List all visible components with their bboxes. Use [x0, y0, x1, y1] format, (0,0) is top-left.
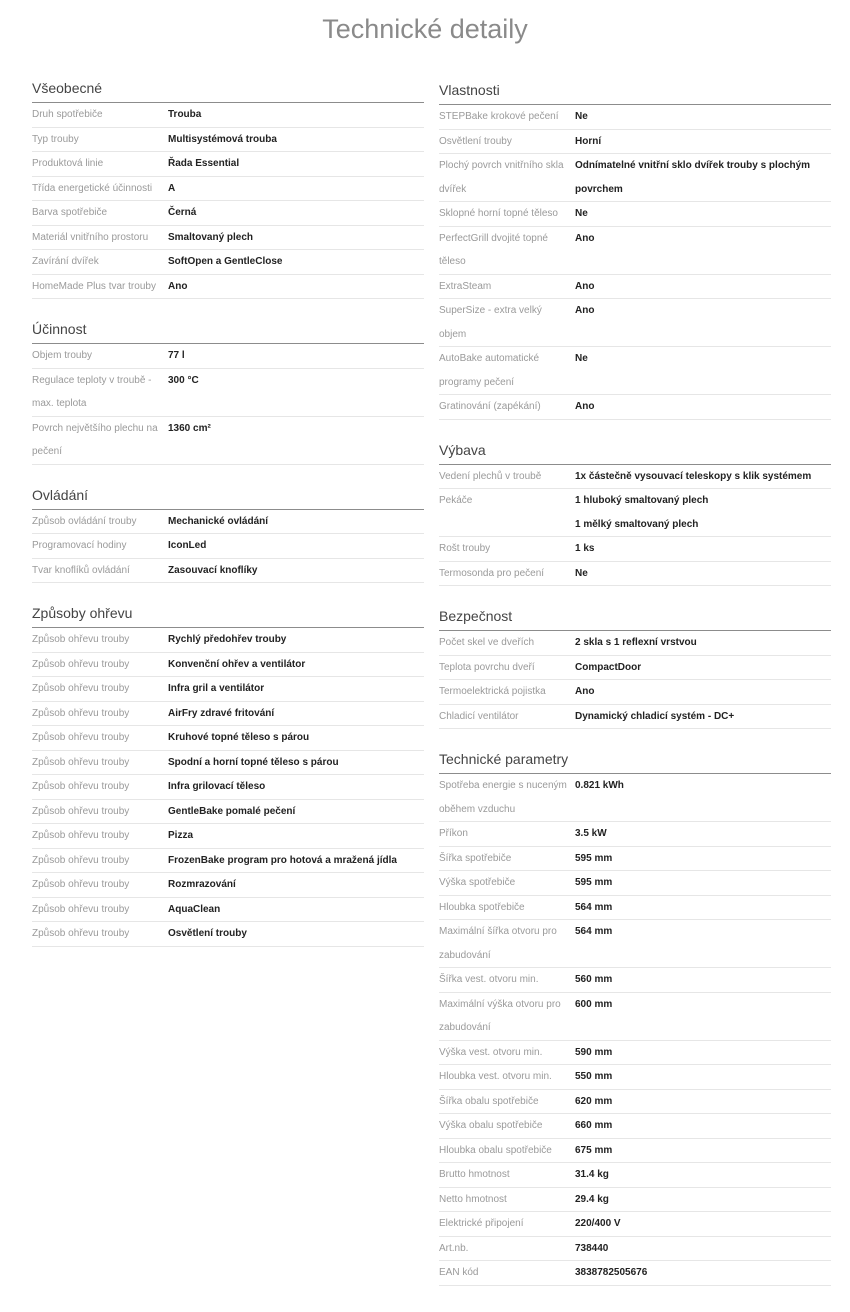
spec-label: AutoBake automatické programy pečení	[439, 353, 540, 388]
spec-value-line: 550 mm	[575, 1071, 613, 1082]
spec-value-line: Ano	[575, 305, 595, 316]
spec-value-line: 3838782505676	[575, 1267, 648, 1278]
spec-row	[439, 1188, 831, 1213]
spec-value	[575, 1261, 831, 1285]
spec-row	[439, 1237, 831, 1262]
spec-value-line: Mechanické ovládání	[168, 515, 269, 527]
spec-row	[439, 299, 831, 347]
spec-row	[439, 705, 831, 730]
spec-row	[32, 177, 424, 202]
spec-value	[168, 653, 424, 677]
spec-value	[575, 1163, 831, 1187]
spec-label: Brutto hmotnost	[439, 1169, 510, 1180]
spec-value	[575, 993, 831, 1040]
spec-label: Gratinování (zapékání)	[439, 401, 541, 412]
spec-value	[168, 177, 424, 201]
spec-value	[575, 1090, 831, 1114]
spec-value-line: Ne	[575, 208, 588, 219]
spec-label: Produktová linie	[32, 158, 104, 169]
spec-value	[575, 847, 831, 871]
spec-value-line: 1x částečně vysouvací teleskopy s klik systémem	[575, 470, 812, 482]
spec-value-line: A	[168, 182, 176, 194]
spec-value-line: Černá	[168, 207, 197, 218]
spec-value-line: Multisystémová trouba	[168, 133, 277, 145]
spec-label: Materiál vnitřního prostoru	[32, 231, 149, 243]
spec-label: Objem trouby	[32, 350, 93, 361]
spec-value	[575, 1212, 831, 1236]
spec-value-line: 564 mm	[575, 901, 613, 913]
spec-value-line: Horní	[575, 135, 602, 147]
spec-label: Maximální šířka otvoru pro zabudování	[439, 926, 557, 961]
spec-label: Způsob ohřevu trouby	[32, 781, 130, 792]
spec-value-line: SoftOpen a GentleClose	[168, 256, 283, 267]
spec-row	[439, 1212, 831, 1237]
spec-row	[439, 631, 831, 656]
spec-value	[168, 849, 424, 873]
spec-value-line: Ano	[575, 280, 595, 292]
spec-value	[575, 130, 831, 154]
spec-value	[575, 822, 831, 846]
spec-label: Chladicí ventilátor	[439, 710, 519, 722]
spec-label: Pekáče	[439, 495, 473, 506]
spec-value-line: 300 °C	[168, 374, 199, 386]
section-technicke-parametry	[439, 747, 831, 1286]
section-zpusoby-ohrevu	[32, 601, 424, 947]
spec-value-line: 660 mm	[575, 1120, 613, 1131]
spec-row	[439, 130, 831, 155]
spec-value-line: 590 mm	[575, 1046, 613, 1058]
section-heading: Všeobecné	[32, 78, 424, 103]
spec-value-line: 595 mm	[575, 877, 613, 888]
spec-label: Maximální výška otvoru pro zabudování	[439, 998, 561, 1033]
spec-value-line: Ne	[575, 111, 588, 122]
spec-row	[439, 822, 831, 847]
spec-row	[32, 702, 424, 727]
spec-row	[439, 562, 831, 587]
spec-row	[439, 537, 831, 562]
spec-row	[439, 202, 831, 227]
spec-label: Třída energetické účinnosti	[32, 182, 153, 194]
right-column	[439, 78, 831, 1304]
section-heading: Ovládání	[32, 483, 424, 510]
spec-value-line: Řada Essential	[168, 158, 240, 169]
spec-label: Elektrické připojení	[439, 1218, 524, 1229]
section-bezpecnost	[439, 604, 831, 729]
spec-row	[439, 656, 831, 681]
spec-value-line: Infra grilovací těleso	[168, 781, 266, 792]
spec-value-line: Ano	[575, 686, 595, 697]
spec-label: Počet skel ve dveřích	[439, 637, 535, 648]
spec-value	[575, 227, 831, 274]
spec-row	[439, 1261, 831, 1286]
spec-label: Výška obalu spotřebiče	[439, 1120, 543, 1131]
spec-label: Vedení plechů v troubě	[439, 470, 542, 482]
spec-value	[575, 631, 831, 655]
spec-row	[32, 152, 424, 177]
spec-value-line: 595 mm	[575, 852, 613, 864]
spec-label: Druh spotřebiče	[32, 109, 103, 120]
spec-value-line: 1 mělký smaltovaný plech	[575, 518, 699, 530]
spec-row	[32, 534, 424, 559]
spec-row	[439, 680, 831, 705]
spec-row	[439, 465, 831, 490]
spec-value	[575, 968, 831, 992]
spec-value	[575, 705, 831, 729]
spec-value	[575, 1188, 831, 1212]
spec-row	[32, 751, 424, 776]
spec-row	[32, 849, 424, 874]
spec-row	[439, 347, 831, 395]
spec-row	[439, 489, 831, 537]
spec-row	[32, 275, 424, 300]
section-ucinnost	[32, 317, 424, 465]
section-heading: Technické parametry	[439, 747, 831, 774]
spec-label: Způsob ovládání trouby	[32, 515, 137, 527]
spec-value	[575, 299, 831, 346]
spec-value	[168, 702, 424, 726]
spec-value	[575, 774, 831, 821]
spec-label: Způsob ohřevu trouby	[32, 903, 130, 915]
spec-value	[575, 465, 831, 489]
spec-row	[439, 275, 831, 300]
spec-label: Způsob ohřevu trouby	[32, 830, 130, 841]
spec-value-line: 560 mm	[575, 974, 613, 985]
spec-value-line: Pizza	[168, 830, 194, 841]
spec-value-line: AirFry zdravé fritování	[168, 707, 275, 719]
spec-label: Spotřeba energie s nuceným oběhem vzduchu	[439, 780, 567, 815]
page-title: Technické detaily	[322, 14, 528, 44]
spec-label: Šířka obalu spotřebiče	[439, 1095, 539, 1107]
spec-row	[32, 559, 424, 584]
spec-value	[575, 680, 831, 704]
spec-label: Způsob ohřevu trouby	[32, 707, 130, 719]
spec-value	[168, 103, 424, 127]
spec-row	[439, 1041, 831, 1066]
spec-row	[439, 227, 831, 275]
section-vybava	[439, 438, 831, 587]
spec-row	[439, 154, 831, 202]
spec-value	[575, 275, 831, 299]
spec-label: Plochý povrch vnitřního skla dvířek	[439, 160, 564, 195]
spec-label: Povrch největšího plechu na pečení	[32, 422, 158, 457]
section-heading: Bezpečnost	[439, 604, 831, 631]
section-heading: Způsoby ohřevu	[32, 601, 424, 628]
spec-row	[439, 920, 831, 968]
spec-row	[32, 628, 424, 653]
spec-row	[32, 128, 424, 153]
spec-row	[439, 395, 831, 420]
spec-label: Šířka spotřebiče	[439, 852, 512, 864]
spec-value	[168, 201, 424, 225]
spec-label: Netto hmotnost	[439, 1193, 507, 1205]
spec-label: Způsob ohřevu trouby	[32, 928, 130, 939]
spec-value-line: Kruhové topné těleso s párou	[168, 732, 310, 743]
spec-value	[575, 395, 831, 419]
spec-value	[168, 275, 424, 299]
spec-value-line: Rychlý předohřev trouby	[168, 634, 287, 645]
spec-label: Osvětlení trouby	[439, 135, 512, 147]
spec-value	[575, 871, 831, 895]
spec-value	[168, 800, 424, 824]
spec-row	[439, 968, 831, 993]
spec-value	[168, 751, 424, 775]
spec-label: Typ trouby	[32, 133, 79, 145]
spec-row	[32, 824, 424, 849]
spec-row	[32, 800, 424, 825]
spec-value-line: Spodní a horní topné těleso s párou	[168, 756, 339, 768]
spec-value	[575, 1139, 831, 1163]
spec-value-line: 1 ks	[575, 543, 595, 554]
spec-row	[32, 510, 424, 535]
spec-value	[168, 534, 424, 558]
spec-label: Regulace teploty v troubě - max. teplota	[32, 374, 152, 409]
spec-row	[32, 873, 424, 898]
spec-value	[575, 896, 831, 920]
spec-value	[168, 128, 424, 152]
spec-value	[168, 344, 424, 368]
spec-row	[32, 775, 424, 800]
spec-label: Hloubka vest. otvoru min.	[439, 1071, 552, 1082]
spec-value-line: Ano	[168, 280, 188, 292]
spec-row	[32, 250, 424, 275]
spec-row	[439, 1114, 831, 1139]
spec-label: Způsob ohřevu trouby	[32, 756, 130, 768]
spec-value	[168, 873, 424, 897]
spec-label: Způsob ohřevu trouby	[32, 683, 130, 694]
spec-row	[32, 417, 424, 465]
spec-value-line: 1 hluboký smaltovaný plech	[575, 495, 709, 506]
spec-row	[32, 344, 424, 369]
spec-value	[168, 922, 424, 946]
spec-value-line: Ne	[575, 567, 588, 579]
spec-row	[32, 201, 424, 226]
section-ovladani	[32, 483, 424, 584]
spec-label: Zavírání dvířek	[32, 256, 99, 267]
spec-row	[439, 1065, 831, 1090]
spec-label: PerfectGrill dvojité topné těleso	[439, 232, 548, 267]
spec-value-line: Osvětlení trouby	[168, 928, 247, 939]
spec-label: Způsob ohřevu trouby	[32, 805, 130, 817]
spec-value-line: 2 skla s 1 reflexní vrstvou	[575, 637, 697, 648]
spec-label: Výška spotřebiče	[439, 877, 516, 888]
spec-value	[168, 226, 424, 250]
spec-row	[439, 105, 831, 130]
spec-label: Barva spotřebiče	[32, 207, 108, 218]
spec-value	[168, 369, 424, 416]
spec-value-line: Ano	[575, 401, 595, 412]
spec-value-line: Infra gril a ventilátor	[168, 683, 265, 694]
spec-label: STEPBake krokové pečení	[439, 111, 559, 122]
section-vseobecne	[32, 78, 424, 299]
spec-value-line: 220/400 V	[575, 1218, 621, 1229]
spec-value	[575, 1237, 831, 1261]
spec-value	[168, 152, 424, 176]
spec-label: Způsob ohřevu trouby	[32, 658, 130, 670]
spec-value	[575, 1114, 831, 1138]
spec-value	[575, 1065, 831, 1089]
spec-value	[168, 559, 424, 583]
spec-value	[575, 1041, 831, 1065]
spec-value	[168, 628, 424, 652]
spec-value-line: 620 mm	[575, 1095, 613, 1107]
spec-label: Způsob ohřevu trouby	[32, 634, 130, 645]
spec-label: Sklopné horní topné těleso	[439, 208, 558, 219]
spec-value-line: 77 l	[168, 350, 185, 361]
spec-value-line: 29.4 kg	[575, 1193, 609, 1205]
spec-value-line: IconLed	[168, 540, 207, 551]
spec-value-line: Konvenční ohřev a ventilátor	[168, 658, 306, 670]
spec-row	[32, 103, 424, 128]
section-heading: Výbava	[439, 438, 831, 465]
spec-row	[32, 898, 424, 923]
spec-value-line: Ano	[575, 232, 595, 244]
spec-value	[575, 154, 831, 201]
spec-value	[168, 898, 424, 922]
spec-value-line: GentleBake pomalé pečení	[168, 805, 296, 817]
spec-value	[575, 347, 831, 394]
spec-label: Způsob ohřevu trouby	[32, 879, 130, 890]
spec-value	[575, 920, 831, 967]
spec-value	[575, 537, 831, 561]
spec-value	[575, 105, 831, 129]
spec-value	[168, 726, 424, 750]
spec-row	[32, 726, 424, 751]
spec-value-line: 3.5 kW	[575, 828, 607, 839]
section-vlastnosti	[439, 78, 831, 420]
spec-value	[168, 824, 424, 848]
spec-label: ExtraSteam	[439, 280, 492, 292]
spec-label: Hloubka obalu spotřebiče	[439, 1144, 552, 1156]
spec-value	[168, 677, 424, 701]
spec-row	[32, 226, 424, 251]
spec-row	[439, 1163, 831, 1188]
spec-value-line: 564 mm	[575, 926, 613, 937]
spec-value-line: Dynamický chladicí systém - DC+	[575, 710, 735, 722]
spec-row	[32, 369, 424, 417]
spec-value	[168, 775, 424, 799]
section-heading: Vlastnosti	[439, 78, 831, 105]
spec-value-line: CompactDoor	[575, 661, 642, 673]
spec-value-line: 738440	[575, 1242, 609, 1254]
spec-label: SuperSize - extra velký objem	[439, 305, 542, 340]
spec-row	[32, 922, 424, 947]
spec-value	[575, 656, 831, 680]
spec-value-line: Smaltovaný plech	[168, 231, 254, 243]
spec-row	[32, 653, 424, 678]
spec-label: Výška vest. otvoru min.	[439, 1046, 543, 1058]
spec-value	[168, 510, 424, 534]
spec-value-line: FrozenBake program pro hotová a mražená jídla	[168, 854, 397, 866]
spec-value-line: 600 mm	[575, 998, 613, 1010]
spec-row	[439, 847, 831, 872]
spec-label: Programovací hodiny	[32, 540, 127, 551]
spec-row	[439, 1139, 831, 1164]
spec-value-line: Ne	[575, 353, 588, 364]
spec-label: Šířka vest. otvoru min.	[439, 974, 539, 985]
spec-value-line: 1360 cm²	[168, 422, 211, 434]
spec-value-line: 31.4 kg	[575, 1169, 609, 1180]
spec-label: Rošt trouby	[439, 543, 491, 554]
spec-value	[168, 250, 424, 274]
spec-label: Hloubka spotřebiče	[439, 901, 525, 913]
spec-row	[439, 993, 831, 1041]
spec-value-line: Odnímatelné vnitřní sklo dvířek trouby s plochým povrchem	[575, 160, 811, 195]
spec-label: Termoelektrická pojistka	[439, 686, 546, 697]
spec-label: Termosonda pro pečení	[439, 567, 545, 579]
spec-label: Tvar knoflíků ovládání	[32, 564, 130, 576]
spec-value-line: Rozmrazování	[168, 879, 236, 890]
spec-row	[439, 774, 831, 822]
spec-label: Způsob ohřevu trouby	[32, 732, 130, 743]
spec-label: Příkon	[439, 828, 468, 839]
spec-label: HomeMade Plus tvar trouby	[32, 280, 156, 292]
section-heading: Účinnost	[32, 317, 424, 344]
spec-row	[439, 1090, 831, 1115]
spec-value	[575, 562, 831, 586]
spec-value-line: 675 mm	[575, 1144, 613, 1156]
spec-row	[32, 677, 424, 702]
spec-label: Způsob ohřevu trouby	[32, 854, 130, 866]
spec-value-line: Trouba	[168, 109, 202, 120]
spec-row	[439, 896, 831, 921]
spec-value	[575, 489, 831, 536]
left-column	[32, 78, 424, 965]
spec-label: Art.nb.	[439, 1242, 469, 1254]
spec-value-line: 0.821 kWh	[575, 780, 624, 791]
spec-value-line: Zasouvací knoflíky	[168, 564, 258, 576]
spec-value-line: AquaClean	[168, 903, 221, 915]
spec-row	[439, 871, 831, 896]
spec-value	[575, 202, 831, 226]
spec-label: EAN kód	[439, 1267, 479, 1278]
spec-label: Teplota povrchu dveří	[439, 661, 535, 673]
spec-value	[168, 417, 424, 464]
